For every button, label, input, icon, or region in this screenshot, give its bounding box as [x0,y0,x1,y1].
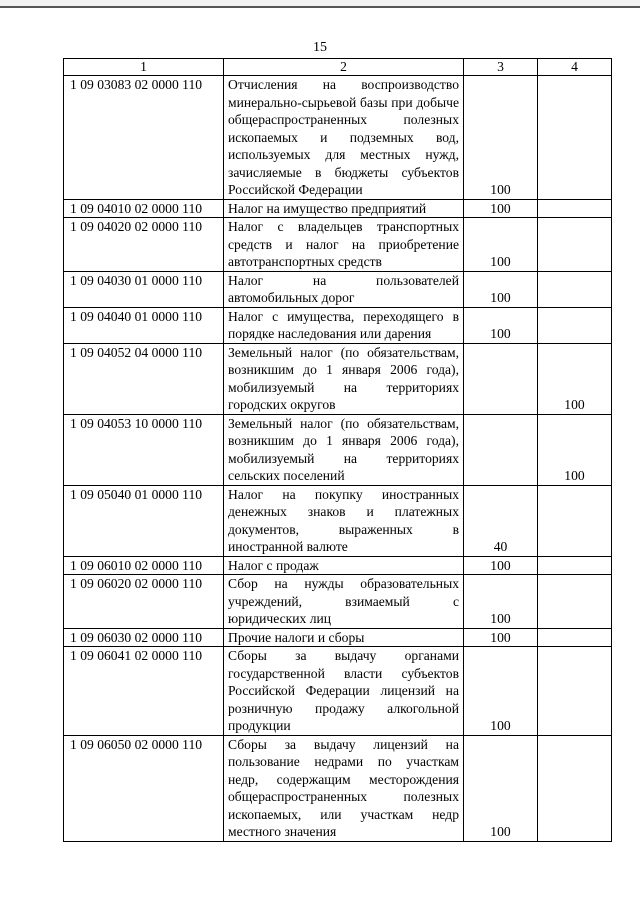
table-row [64,628,612,647]
table-row [64,218,612,272]
code-cell: 1 09 04052 04 0000 110 [64,343,224,414]
table-row [64,307,612,343]
col3-cell: 100 [464,76,538,200]
col4-cell: 100 [538,343,612,414]
name-cell: Земельный налог (по обязательствам, возникшим до 1 января 2006 года), мобилизуемый на территориях сельских поселений [224,414,464,485]
code-cell: 1 09 04030 01 0000 110 [64,271,224,307]
col4-cell [538,485,612,556]
table-body [64,76,612,842]
col3-cell: 100 [464,307,538,343]
scan-edge [0,0,640,8]
col3-cell: 100 [464,735,538,841]
code-cell: 1 09 04020 02 0000 110 [64,218,224,272]
revenue-table [63,58,612,842]
code-cell: 1 09 06030 02 0000 110 [64,628,224,647]
col4-cell [538,307,612,343]
code-cell: 1 09 06020 02 0000 110 [64,575,224,629]
col3-cell: 100 [464,271,538,307]
col4-cell: 100 [538,414,612,485]
header-row [64,59,612,76]
table-row [64,414,612,485]
col4-cell [538,735,612,841]
code-cell: 1 09 04053 10 0000 110 [64,414,224,485]
col4-cell [538,647,612,736]
col3-cell: 100 [464,628,538,647]
col4-cell [538,628,612,647]
table-row [64,485,612,556]
name-cell: Земельный налог (по обязательствам, возникшим до 1 января 2006 года), мобилизуемый на территориях городских округов [224,343,464,414]
name-cell: Сборы за выдачу лицензий на пользование недрами по участкам недр, содержащим месторождения общераспространенных полезных ископаемых, или участкам недр местного значения [224,735,464,841]
column-header: 3 [464,59,538,76]
code-cell: 1 09 05040 01 0000 110 [64,485,224,556]
column-header: 4 [538,59,612,76]
name-cell: Сбор на нужды образовательных учреждений, взимаемый с юридических лиц [224,575,464,629]
col4-cell [538,218,612,272]
table-row [64,735,612,841]
col4-cell [538,76,612,200]
name-cell: Налог на пользователей автомобильных дорог [224,271,464,307]
code-cell: 1 09 03083 02 0000 110 [64,76,224,200]
table-row [64,271,612,307]
name-cell: Отчисления на воспроизводство минерально-сырьевой базы при добыче общераспространенных полезных ископаемых и подземных вод, используемых для местных нужд, зачисляемые в бюджеты субъектов Российской Федерации [224,76,464,200]
name-cell: Налог с продаж [224,556,464,575]
col4-cell [538,271,612,307]
name-cell: Налог с владельцев транспортных средств и налог на приобретение автотранспортных средств [224,218,464,272]
name-cell: Сборы за выдачу органами государственной власти субъектов Российской Федерации лицензий на розничную продажу алкогольной продукции [224,647,464,736]
col4-cell [538,575,612,629]
col3-cell: 100 [464,556,538,575]
table-row [64,575,612,629]
col3-cell [464,343,538,414]
col3-cell: 100 [464,647,538,736]
table-row [64,76,612,200]
name-cell: Налог на имущество предприятий [224,199,464,218]
col4-cell [538,556,612,575]
page-number: 15 [313,40,327,55]
name-cell: Прочие налоги и сборы [224,628,464,647]
code-cell: 1 09 04040 01 0000 110 [64,307,224,343]
table-row [64,647,612,736]
code-cell: 1 09 06010 02 0000 110 [64,556,224,575]
table-row [64,199,612,218]
table-row [64,556,612,575]
col3-cell: 100 [464,575,538,629]
code-cell: 1 09 04010 02 0000 110 [64,199,224,218]
code-cell: 1 09 06041 02 0000 110 [64,647,224,736]
name-cell: Налог на покупку иностранных денежных знаков и платежных документов, выраженных в иностранной валюте [224,485,464,556]
col3-cell [464,414,538,485]
code-cell: 1 09 06050 02 0000 110 [64,735,224,841]
column-header: 2 [224,59,464,76]
name-cell: Налог с имущества, переходящего в порядке наследования или дарения [224,307,464,343]
col3-cell: 100 [464,218,538,272]
col3-cell: 100 [464,199,538,218]
col3-cell: 40 [464,485,538,556]
col4-cell [538,199,612,218]
table-row [64,343,612,414]
column-header: 1 [64,59,224,76]
